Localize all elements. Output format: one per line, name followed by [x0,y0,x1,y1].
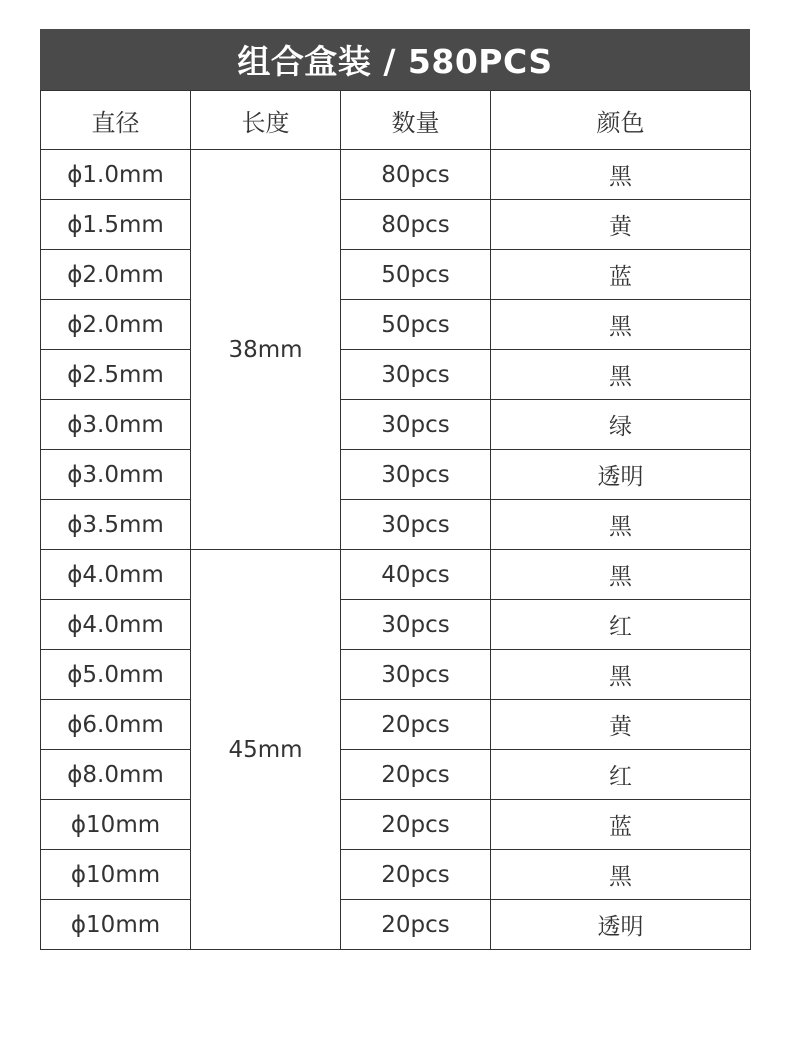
header-diameter: 直径 [41,91,191,150]
color-cell: 蓝 [491,800,751,850]
diameter-cell: ϕ2.5mm [41,350,191,400]
table-row [41,150,751,200]
diameter-cell: ϕ3.0mm [41,400,191,450]
color-cell: 透明 [491,900,751,950]
quantity-cell: 80pcs [341,150,491,200]
diameter-cell: ϕ2.0mm [41,300,191,350]
diameter-cell: ϕ4.0mm [41,600,191,650]
diameter-cell: ϕ2.0mm [41,250,191,300]
header-quantity: 数量 [341,91,491,150]
diameter-cell: ϕ3.5mm [41,500,191,550]
quantity-cell: 20pcs [341,900,491,950]
spec-sheet [40,29,750,950]
table-row [41,550,751,600]
quantity-cell: 50pcs [341,300,491,350]
quantity-cell: 30pcs [341,400,491,450]
quantity-cell: 30pcs [341,500,491,550]
table-body [41,150,751,950]
table-row [41,700,751,750]
quantity-cell: 20pcs [341,850,491,900]
quantity-cell: 30pcs [341,650,491,700]
diameter-cell: ϕ1.0mm [41,150,191,200]
quantity-cell: 30pcs [341,350,491,400]
diameter-cell: ϕ10mm [41,800,191,850]
diameter-cell: ϕ8.0mm [41,750,191,800]
table-row [41,450,751,500]
length-cell: 38mm [191,150,341,550]
color-cell: 黑 [491,500,751,550]
quantity-cell: 80pcs [341,200,491,250]
color-cell: 黑 [491,350,751,400]
diameter-cell: ϕ1.5mm [41,200,191,250]
table-row [41,500,751,550]
table-row [41,650,751,700]
diameter-cell: ϕ10mm [41,850,191,900]
table-row [41,350,751,400]
spec-table [40,90,751,950]
color-cell: 透明 [491,450,751,500]
color-cell: 黑 [491,650,751,700]
header-color: 颜色 [491,91,751,150]
table-row [41,800,751,850]
table-row [41,400,751,450]
quantity-cell: 20pcs [341,700,491,750]
color-cell: 红 [491,600,751,650]
diameter-cell: ϕ5.0mm [41,650,191,700]
color-cell: 黄 [491,700,751,750]
table-title: 组合盒装 / 580PCS [40,29,750,90]
quantity-cell: 20pcs [341,750,491,800]
table-row [41,600,751,650]
color-cell: 黑 [491,300,751,350]
color-cell: 红 [491,750,751,800]
quantity-cell: 40pcs [341,550,491,600]
table-row [41,750,751,800]
color-cell: 绿 [491,400,751,450]
length-cell: 45mm [191,550,341,950]
table-row [41,850,751,900]
table-row [41,300,751,350]
quantity-cell: 20pcs [341,800,491,850]
diameter-cell: ϕ10mm [41,900,191,950]
diameter-cell: ϕ3.0mm [41,450,191,500]
table-row [41,250,751,300]
table-header [41,91,751,150]
color-cell: 黑 [491,550,751,600]
color-cell: 黑 [491,850,751,900]
diameter-cell: ϕ4.0mm [41,550,191,600]
table-row [41,200,751,250]
quantity-cell: 30pcs [341,600,491,650]
quantity-cell: 30pcs [341,450,491,500]
color-cell: 蓝 [491,250,751,300]
diameter-cell: ϕ6.0mm [41,700,191,750]
table-row [41,900,751,950]
quantity-cell: 50pcs [341,250,491,300]
header-row [41,91,751,150]
color-cell: 黄 [491,200,751,250]
header-length: 长度 [191,91,341,150]
color-cell: 黑 [491,150,751,200]
